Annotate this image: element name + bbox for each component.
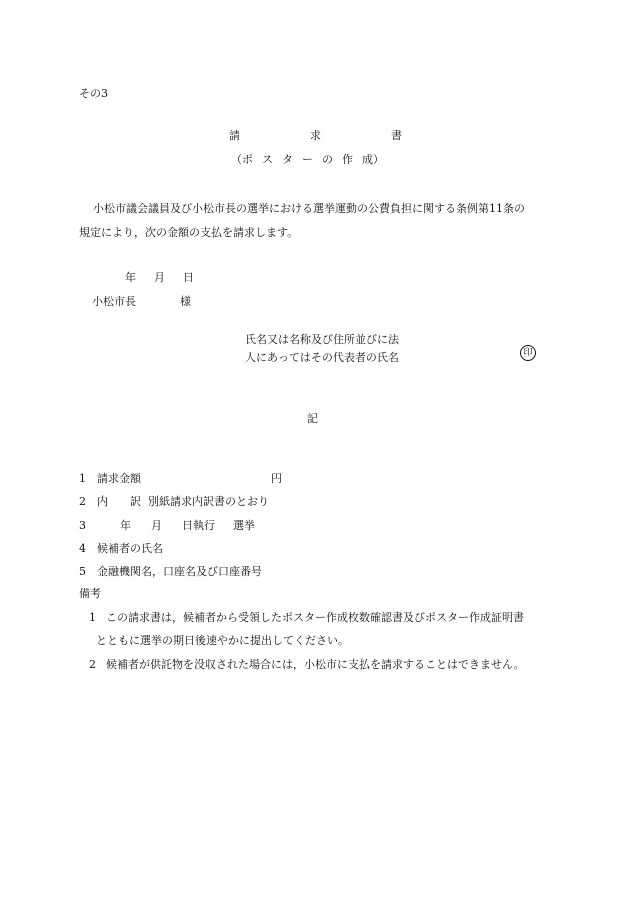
title-char-3: 書 — [391, 129, 406, 142]
date-year: 年 — [125, 271, 136, 284]
item-label: 候補者の氏名 — [97, 542, 163, 555]
title-char-2: 求 — [310, 129, 325, 142]
item-label: 請求金額 — [97, 472, 141, 485]
subtitle-part: ー — [302, 153, 313, 166]
item-row — [79, 517, 255, 533]
note-continuation: とともに選挙の期日後速やかに提出してください。 — [96, 634, 349, 647]
subtitle-part: 成） — [362, 153, 384, 166]
body-text-line-1: 小松市議会議員及び小松市長の選挙における選挙運動の公費負担に関する条例第11条の — [93, 202, 525, 215]
item-suffix: 円 — [271, 472, 282, 485]
item-number: 1 — [79, 472, 86, 485]
note-text: この請求書は，候補者から受領したポスター作成枚数確認書及びポスター作成証明書 — [106, 611, 524, 624]
body-text-line-2: 規定により，次の金額の支払を請求します。 — [79, 226, 299, 239]
applicant-line-2: 人にあってはその代表者の氏名 — [245, 351, 399, 364]
date-field — [125, 269, 194, 285]
form-label: その3 — [79, 87, 108, 100]
subtitle-part: ス — [262, 153, 273, 166]
item-row — [79, 493, 269, 509]
item-row — [79, 563, 262, 579]
date-month: 月 — [154, 271, 165, 284]
note-item — [89, 656, 525, 672]
item-row — [79, 540, 163, 556]
remarks-heading: 備考 — [79, 587, 101, 600]
ki-heading: 記 — [307, 412, 318, 425]
document-title — [229, 127, 406, 143]
subtitle-part: タ — [282, 153, 293, 166]
note-number: 1 — [89, 611, 96, 624]
addressee-name: 小松市長 — [92, 295, 136, 308]
item-day: 日執行 — [182, 519, 215, 532]
applicant-line-1: 氏名又は名称及び住所並びに法 — [245, 333, 399, 346]
item-label: 訳 — [130, 495, 141, 508]
item-text: 別紙請求内訳書のとおり — [148, 495, 269, 508]
addressee-honorific: 様 — [180, 295, 191, 308]
subtitle-part: の — [322, 153, 333, 166]
item-row — [79, 470, 282, 486]
title-char-1: 請 — [229, 129, 244, 142]
item-label: 金融機関名，口座名及び口座番号 — [97, 565, 262, 578]
addressee — [92, 293, 191, 309]
item-number: 3 — [79, 519, 86, 532]
subtitle-part: （ポ — [231, 153, 253, 166]
note-text: 候補者が供託物を没収された場合には，小松市に支払を請求することはできません。 — [106, 658, 525, 671]
seal-mark: 印 — [520, 345, 536, 361]
item-number: 2 — [79, 495, 86, 508]
date-day: 日 — [183, 271, 194, 284]
subtitle-part: 作 — [342, 153, 353, 166]
item-election: 選挙 — [233, 519, 255, 532]
document-subtitle — [231, 151, 393, 167]
item-year: 年 — [120, 519, 131, 532]
item-number: 4 — [79, 542, 86, 555]
note-number: 2 — [89, 658, 96, 671]
item-month: 月 — [151, 519, 162, 532]
item-number: 5 — [79, 565, 86, 578]
item-label: 内 — [97, 495, 108, 508]
note-item — [89, 609, 524, 625]
